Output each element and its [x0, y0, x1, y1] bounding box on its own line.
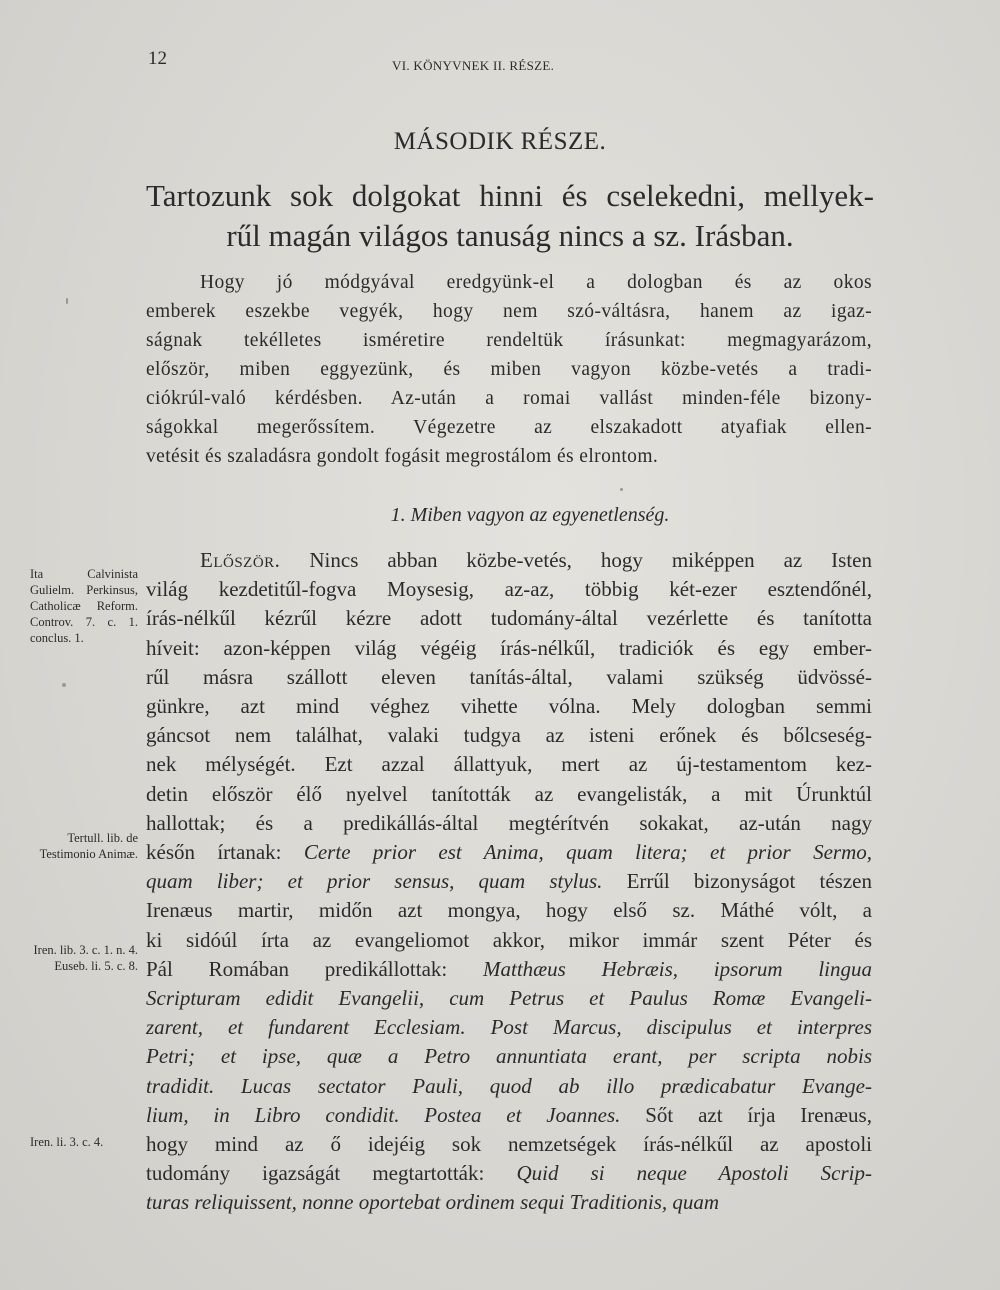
- chapter-title: [146, 176, 874, 256]
- text-line: ságokkal megerőssítem. Végezetre az elszakadott atyafiak ellen-: [146, 417, 872, 438]
- text-line: vetésit és szaladásra gondolt fogásit megrostálom és elrontom.: [146, 446, 659, 467]
- text-line: Hogy jó módgyával eredgyünk-el a dologban és az okos: [200, 272, 872, 293]
- text-line: világ kezdetitűl-fogva Moysesig, az-az, többig két-ezer esztendőnél,: [146, 577, 872, 602]
- text-line: lium, in Libro condidit. Postea et Joannes. Sőt azt írja Irenæus,: [146, 1102, 872, 1127]
- section-title: 1. Miben vagyon az egyenetlenség.: [390, 504, 670, 526]
- text-line: először, miben eggyezünk, és miben vagyon közbe-vetés a tradi-: [146, 359, 872, 380]
- text-line: hogy mind az ő idejéig sok nemzetségek írás-nélkűl az apostoli: [146, 1132, 872, 1157]
- part-title: MÁSODIK RÉSZE.: [393, 128, 607, 155]
- paper-speck: [66, 298, 68, 304]
- text-line: zarent, et fundarent Ecclesiam. Post Marcus, discipulus et interpres: [146, 1015, 872, 1040]
- text-line: tudomány igazságát megtartották: Quid si neque Apostoli Scrip-: [146, 1161, 873, 1186]
- text-line: Pál Romában predikállottak: Matthæus Hebræis, ipsorum lingua: [146, 956, 872, 981]
- text-line: Először. Nincs abban közbe-vetés, hogy miképpen az Isten: [200, 548, 872, 572]
- page-number: 12: [148, 48, 167, 69]
- text-line: detin először élő nyelvel tanították az evangelisták, a mit Úrunktúl: [146, 781, 872, 806]
- text-line: emberek eszekbe vegyék, hogy nem szó-váltásra, hanem az igaz-: [146, 301, 872, 322]
- text-line: tradidit. Lucas sectator Pauli, quod ab illo prædicabatur Evange-: [146, 1073, 872, 1098]
- paper-speck: [620, 488, 623, 491]
- main-paragraph: [146, 546, 872, 1218]
- text-line: későn írtanak: Certe prior est Anima, quam litera; et prior Sermo,: [146, 840, 872, 865]
- margin-note: Iren. li. 3. c. 4.: [30, 1135, 104, 1149]
- text-line: ki sidóúl írta az evangeliomot akkor, mikor immár szent Péter és: [146, 927, 872, 952]
- margin-note: Iren. lib. 3. c. 1. n. 4. Euseb. li. 5. c. 8.: [33, 943, 138, 973]
- margin-note: Ita Calvinista Gulielm. Perkinsus, Catholicæ Reform. Controv. 7. c. 1. conclus. 1.: [30, 567, 138, 645]
- intro-paragraph: [146, 268, 872, 471]
- text-line: turas reliquissent, nonne oportebat ordinem sequi Traditionis, quam: [146, 1190, 720, 1215]
- text-line: írás-nélkűl kézrűl kézre adott tudomány-által vezérlette és tanította: [146, 606, 872, 631]
- chapter-title-line: rűl magán világos tanuság nincs a sz. Irásban.: [226, 218, 794, 253]
- text-line: quam liber; et prior sensus, quam stylus. Errűl bizonyságot tészen: [146, 869, 872, 894]
- text-line: ciókrúl-való kérdésben. Az-után a romai vallást minden-féle bizony-: [146, 388, 872, 409]
- text-line: rűl másra szállott eleven tanítás-által, valami szükség üdvössé-: [146, 664, 872, 689]
- text-line: günkre, azt mind véghez vihette vólna. Mely dologban semmi: [146, 694, 872, 719]
- text-line: ságnak tekélletes isméretire rendeltük írásunkat: megmagyarázom,: [146, 330, 872, 351]
- margin-note: Tertull. lib. de Testimonio Animæ.: [39, 831, 138, 861]
- running-head: VI. KÖNYVNEK II. RÉSZE.: [392, 58, 555, 73]
- text-line: Scripturam edidit Evangelii, cum Petrus et Paulus Romæ Evangeli-: [146, 986, 872, 1011]
- text-line: Petri; et ipse, quæ a Petro annuntiata erant, per scripta nobis: [146, 1044, 872, 1069]
- text-line: nek mélységét. Ezt azzal állattyuk, mert az új-testamentom kez-: [146, 752, 872, 777]
- paper-speck: [62, 683, 66, 687]
- text-line: gáncsot nem találhat, valaki tudgya az isteni erőnek és bőlcseség-: [146, 723, 872, 748]
- chapter-title-line: Tartozunk sok dolgokat hinni és cselekedni, mellyek-: [146, 178, 874, 213]
- text-line: hallottak; és a predikállás-által megtérítvén sokakat, az-után nagy: [146, 810, 872, 835]
- lead-word: Először.: [200, 548, 281, 572]
- text-line: Irenæus martir, midőn azt mongya, hogy első sz. Máthé vólt, a: [146, 898, 872, 923]
- text-line: híveit: azon-képpen világ végéig írás-nélkűl, tradiciók és egy ember-: [146, 635, 872, 660]
